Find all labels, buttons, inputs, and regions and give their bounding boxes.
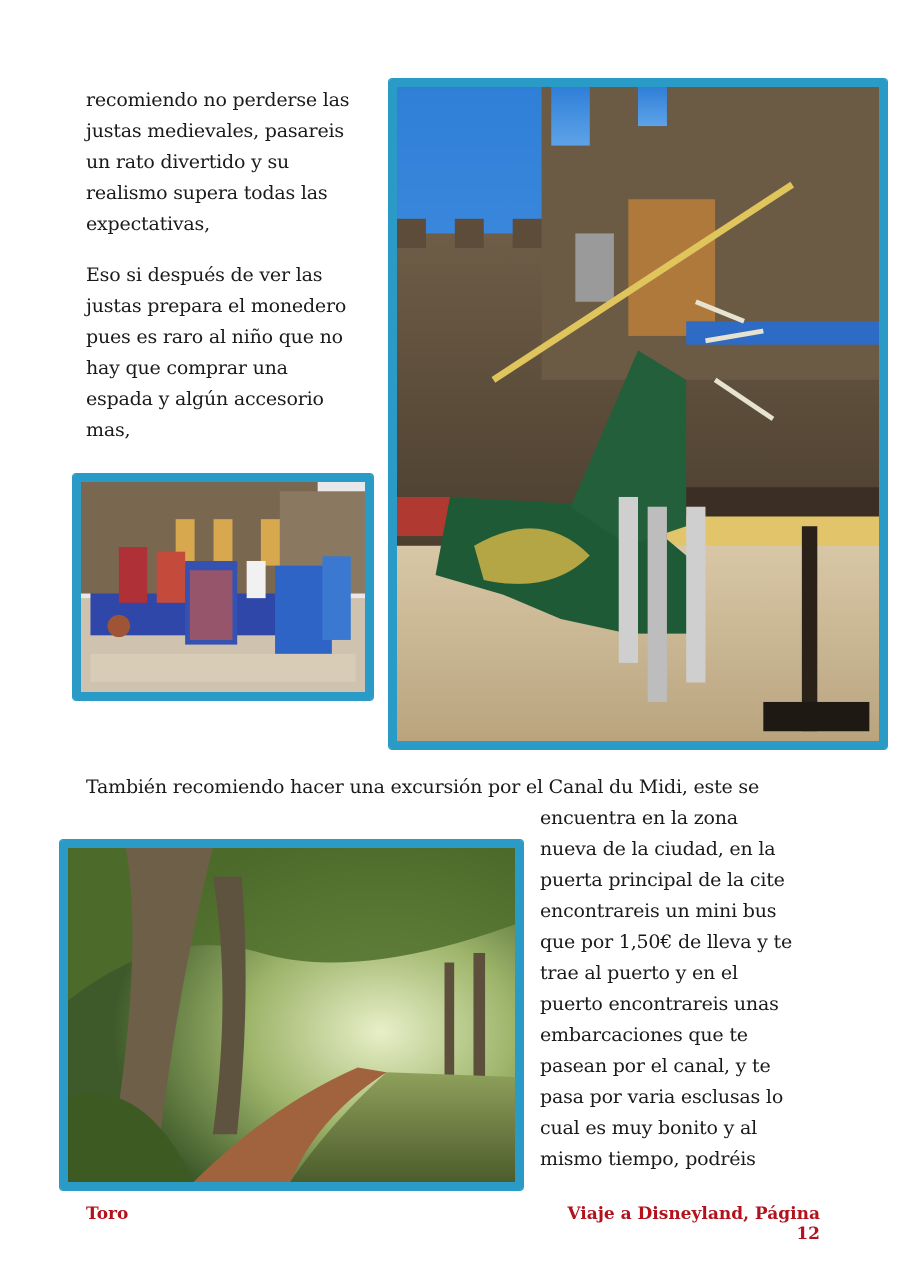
text-line: justas prepara el monedero	[86, 295, 347, 317]
text-line: cual es muy bonito y al	[540, 1117, 757, 1139]
text-line: espada y algún accesorio	[86, 388, 324, 410]
text-line: un rato divertido y su	[86, 151, 290, 173]
text-line: encontrareis un mini bus	[540, 900, 777, 922]
knights-photo-image	[81, 482, 365, 692]
paragraph-justas	[86, 85, 376, 240]
text-line: realismo supera todas las	[86, 182, 328, 204]
text-line: embarcaciones que te	[540, 1024, 748, 1046]
canal-photo-image	[68, 848, 515, 1182]
text-line: pasa por varia esclusas lo	[540, 1086, 784, 1108]
paragraph-monedero	[86, 260, 376, 446]
footer-author: Toro	[86, 1204, 129, 1224]
text-line: mismo tiempo, podréis	[540, 1148, 756, 1170]
text-line: mas,	[86, 419, 131, 441]
text-line: pues es raro al niño que no	[86, 326, 343, 348]
text-line: Eso si después de ver las	[86, 264, 323, 286]
canal-du-midi-photo	[60, 840, 523, 1190]
text-line: puerta principal de la cite	[540, 869, 785, 891]
text-line: nueva de la ciudad, en la	[540, 838, 776, 860]
text-line: encuentra en la zona	[540, 807, 738, 829]
knight-jousting-photo	[389, 79, 887, 749]
footer-page-label: Viaje a Disneyland, Página 12	[567, 1204, 820, 1244]
knights-parade-photo	[73, 474, 373, 700]
text-line: que por 1,50€ de lleva y te	[540, 931, 793, 953]
text-line: puerto encontrareis unas	[540, 993, 779, 1015]
text-line: recomiendo no perderse las	[86, 89, 350, 111]
knight-photo-image	[397, 87, 879, 741]
text-line: hay que comprar una	[86, 357, 288, 379]
text-line: trae al puerto y en el	[540, 962, 738, 984]
text-line: expectativas,	[86, 213, 210, 235]
text-line: justas medievales, pasareis	[86, 120, 344, 142]
paragraph-canal-intro: También recomiendo hacer una excursión por el Canal du Midi, este se	[86, 776, 760, 798]
paragraph-canal	[540, 803, 830, 1175]
text-line: pasean por el canal, y te	[540, 1055, 771, 1077]
